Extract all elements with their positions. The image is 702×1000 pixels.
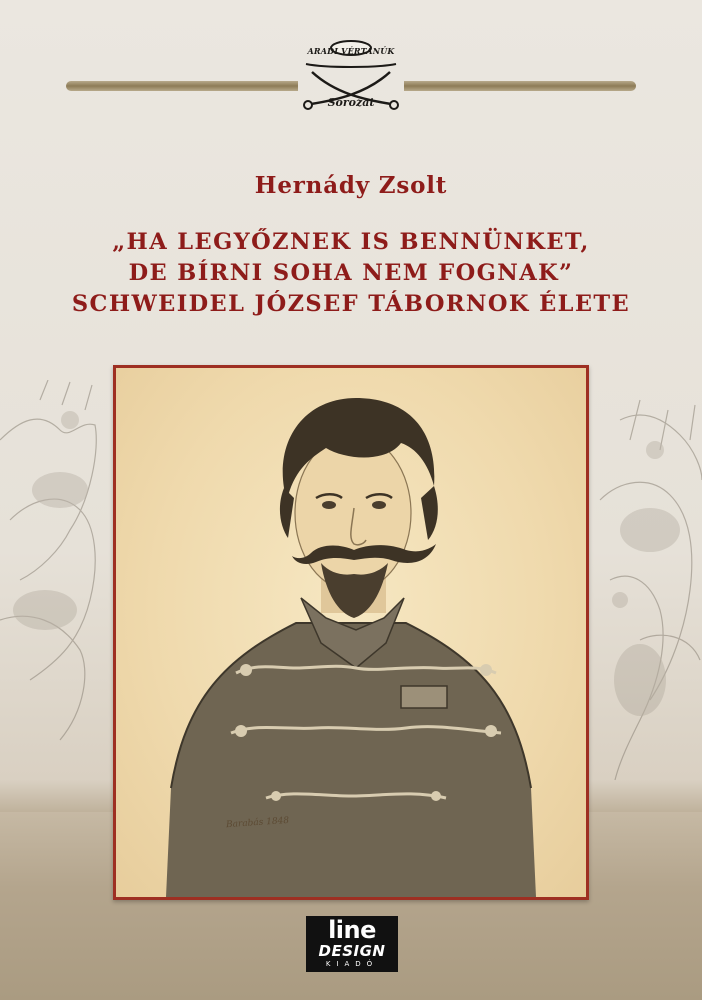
publisher-logo-line: line (328, 916, 376, 944)
series-emblem (296, 34, 406, 122)
publisher-logo-kiado: KIADÓ (325, 960, 379, 968)
emblem-divider-right (404, 81, 636, 91)
publisher-logo-design: DESIGN (318, 942, 386, 960)
portrait-lithograph (116, 368, 586, 897)
emblem-divider-left (66, 81, 298, 91)
author-name: Hernády Zsolt (254, 172, 448, 199)
portrait-frame (113, 365, 589, 900)
portrait-image (116, 368, 586, 897)
artist-signature: Barabás 1848 (225, 815, 290, 831)
publisher-logo (306, 916, 398, 972)
series-emblem-top-text: ARADI VÉRTANÚK (307, 46, 395, 56)
title-line-2: DE BÍRNI SOHA NEM FOGNAK” (128, 260, 574, 286)
book-title (0, 227, 702, 320)
series-emblem-bottom-text: Sorozat (327, 96, 375, 109)
title-line-3: SCHWEIDEL JÓZSEF TÁBORNOK ÉLETE (71, 291, 631, 317)
title-line-1: „HA LEGYŐZNEK IS BENNÜNKET, (112, 229, 590, 255)
